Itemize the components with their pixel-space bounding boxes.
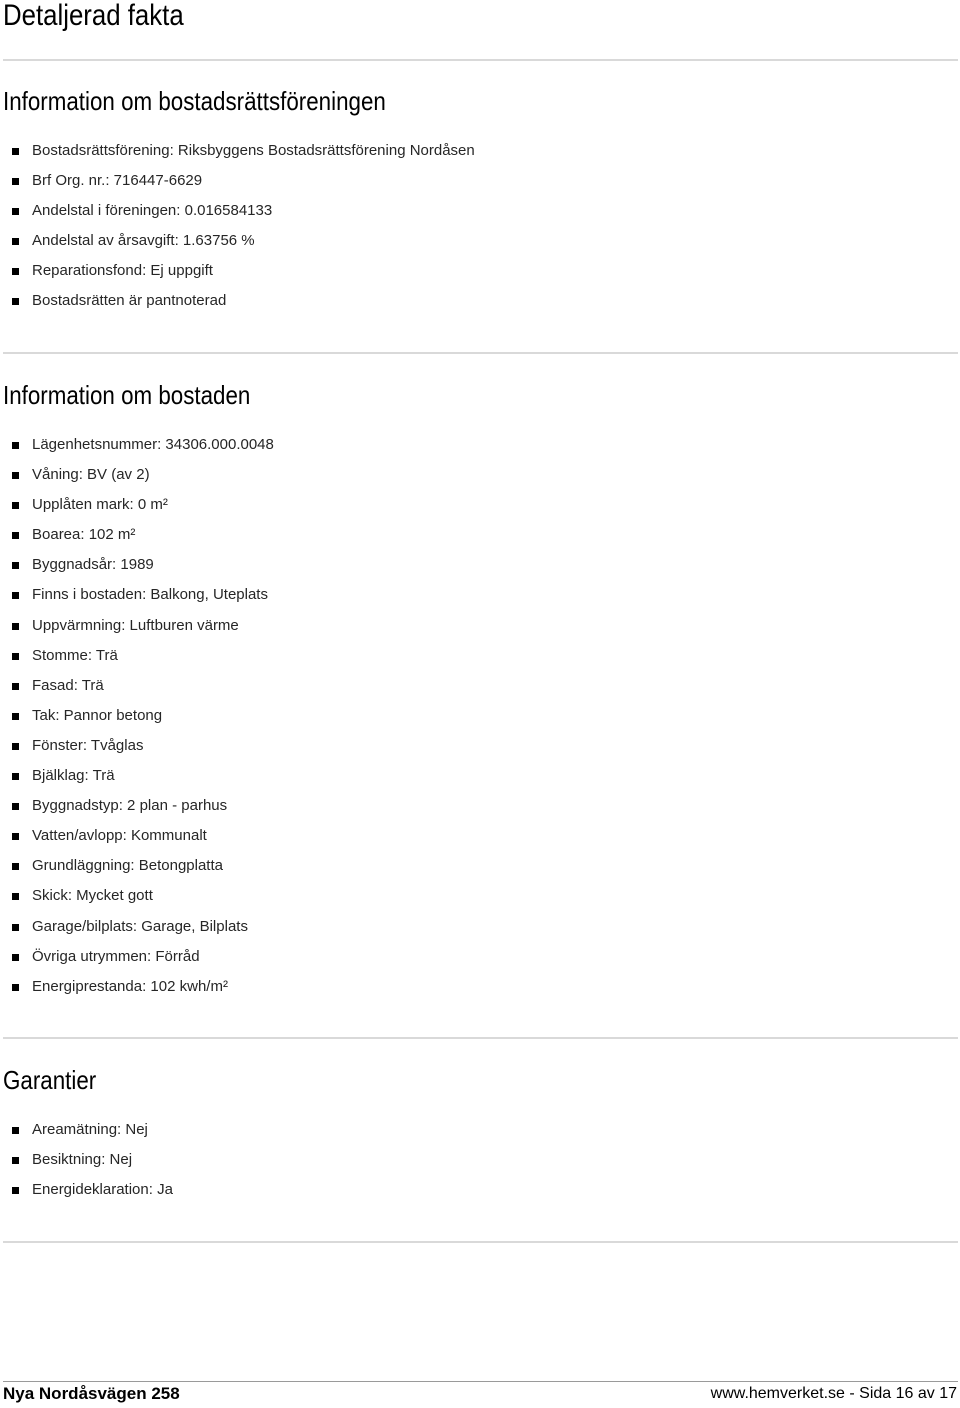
list-item-text: Bostadsrättsförening: Riksbyggens Bostadsrättsförening Nordåsen (32, 142, 475, 159)
page-title: Detaljerad fakta (3, 0, 184, 32)
bullet-icon (12, 1127, 19, 1134)
list-item (0, 1115, 173, 1145)
footer-address: Nya Nordåsvägen 258 (3, 1384, 180, 1403)
section-divider (3, 352, 958, 354)
fact-list-bostaden (0, 430, 274, 1002)
list-item-text: Upplåten mark: 0 m² (32, 496, 168, 514)
bullet-icon (12, 1157, 19, 1164)
section-divider (3, 1241, 958, 1243)
list-item-text: Reparationsfond: Ej uppgift (32, 262, 213, 280)
list-item (0, 942, 274, 972)
list-item (0, 490, 274, 520)
list-item-text: Lägenhetsnummer: 34306.000.0048 (32, 436, 274, 453)
list-item-text: Finns i bostaden: Balkong, Uteplats (32, 586, 268, 604)
bullet-icon (12, 863, 19, 870)
bullet-icon (12, 268, 19, 275)
bullet-icon (12, 502, 19, 509)
list-item (0, 912, 274, 942)
list-item-text: Tak: Pannor betong (32, 706, 163, 724)
list-item (0, 196, 475, 226)
list-item-text: Fönster: Tvåglas (32, 736, 144, 754)
list-item-text: Besiktning: Nej (32, 1151, 133, 1169)
list-item-text: Brf Org. nr.: 716447-6629 (32, 172, 203, 190)
list-item (0, 1145, 173, 1175)
bullet-icon (12, 743, 19, 750)
list-item (0, 460, 274, 490)
list-item (0, 731, 274, 761)
list-item (0, 701, 274, 731)
list-item-text: Vatten/avlopp: Kommunalt (32, 827, 207, 845)
section-title-forening: Information om bostadsrättsföreningen (3, 86, 386, 116)
bullet-icon (12, 1187, 19, 1194)
fact-list-forening (0, 136, 475, 317)
list-item (0, 256, 475, 286)
list-item-text: Bjälklag: Trä (32, 767, 115, 785)
bullet-icon (12, 893, 19, 900)
list-item (0, 580, 274, 610)
list-item (0, 550, 274, 580)
bullet-icon (12, 803, 19, 810)
list-item (0, 1175, 173, 1205)
list-item-text: Areamätning: Nej (32, 1121, 148, 1138)
list-item-text: Energideklaration: Ja (32, 1181, 173, 1199)
bullet-icon (12, 713, 19, 720)
bullet-icon (12, 148, 19, 155)
list-item-text: Skick: Mycket gott (32, 887, 153, 905)
bullet-icon (12, 954, 19, 961)
list-item-text: Boarea: 102 m² (32, 526, 136, 544)
list-item (0, 136, 475, 166)
list-item (0, 520, 274, 550)
bullet-icon (12, 442, 19, 449)
bullet-icon (12, 773, 19, 780)
list-item-text: Andelstal i föreningen: 0.016584133 (32, 202, 273, 220)
list-item (0, 761, 274, 791)
section-title-bostaden: Information om bostaden (3, 380, 251, 410)
list-item-text: Stomme: Trä (32, 646, 118, 664)
list-item (0, 881, 274, 911)
bullet-icon (12, 532, 19, 539)
list-item-text: Energiprestanda: 102 kwh/m² (32, 977, 228, 995)
list-item-text: Våning: BV (av 2) (32, 466, 150, 484)
list-item-text: Uppvärmning: Luftburen värme (32, 616, 239, 634)
bullet-icon (12, 924, 19, 931)
bullet-icon (12, 472, 19, 479)
bullet-icon (12, 653, 19, 660)
bullet-icon (12, 562, 19, 569)
list-item-text: Byggnadstyp: 2 plan - parhus (32, 797, 228, 815)
bullet-icon (12, 833, 19, 840)
list-item (0, 430, 274, 460)
bullet-icon (12, 208, 19, 215)
list-item-text: Bostadsrätten är pantnoterad (32, 292, 227, 310)
list-item-text: Byggnadsår: 1989 (32, 556, 154, 574)
section-divider (3, 59, 958, 61)
list-item (0, 791, 274, 821)
bullet-icon (12, 238, 19, 245)
list-item-text: Grundläggning: Betongplatta (32, 857, 223, 875)
footer-rule (3, 1381, 958, 1382)
list-item-text: Fasad: Trä (32, 676, 104, 694)
list-item-text: Övriga utrymmen: Förråd (32, 947, 200, 965)
list-item-text: Garage/bilplats: Garage, Bilplats (32, 917, 248, 935)
list-item-text: Andelstal av årsavgift: 1.63756 % (32, 232, 255, 250)
bullet-icon (12, 984, 19, 991)
footer-page-info: www.hemverket.se - Sida 16 av 17 (710, 1385, 957, 1402)
bullet-icon (12, 178, 19, 185)
list-item (0, 851, 274, 881)
bullet-icon (12, 623, 19, 630)
list-item (0, 286, 475, 316)
bullet-icon (12, 683, 19, 690)
fact-list-garantier (0, 1115, 173, 1205)
list-item (0, 671, 274, 701)
list-item (0, 226, 475, 256)
list-item (0, 972, 274, 1002)
list-item (0, 821, 274, 851)
section-divider (3, 1037, 958, 1039)
bullet-icon (12, 298, 19, 305)
section-title-garantier: Garantier (3, 1065, 97, 1095)
list-item (0, 641, 274, 671)
list-item (0, 611, 274, 641)
list-item (0, 166, 475, 196)
bullet-icon (12, 592, 19, 599)
